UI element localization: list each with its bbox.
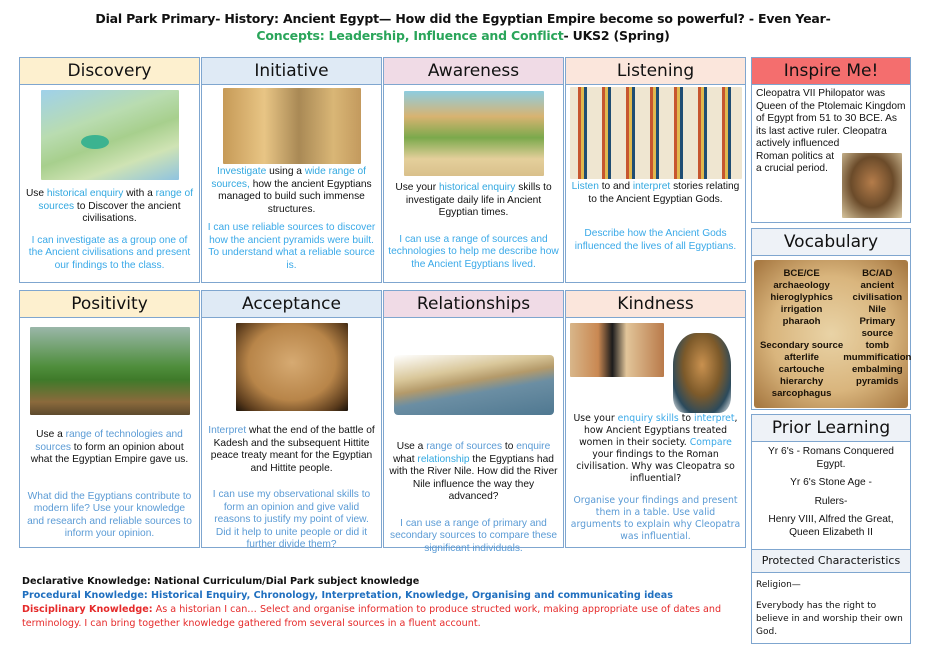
prior-item: Yr 6's Stone Age - (790, 477, 872, 488)
objective-text: Listen to and interpret stories relating to the Ancient Egyptian Gods. (571, 181, 740, 205)
term-text: - UKS2 (Spring) (563, 28, 670, 43)
gods-image (570, 87, 742, 179)
vocab-word: sarcophagus (771, 387, 832, 399)
listening-panel (565, 57, 746, 283)
map-image (41, 90, 179, 180)
disciplinary-knowledge: Disciplinary Knowledge: As a historian I can… Select and organise information to produce structed work, making appropriate use of dates and terminology. I can bring together knowledge gathered from several sources in a fluent account. (22, 604, 722, 629)
vocab-word: pharaoh (782, 316, 821, 328)
cleopatra-portrait-image (842, 153, 902, 218)
panel-title: Relationships (384, 291, 563, 318)
concepts-text: Concepts: Leadership, Influence and Conflict (256, 28, 564, 43)
panel-title: Inspire Me! (752, 58, 910, 85)
vocab-word: ancient (860, 280, 895, 292)
vocab-word: archaeology (773, 280, 830, 292)
objective-text: Interpret what the end of the battle of Kadesh and the subsequent Hittite peace treaty meant for the Egyptian and Hittite people. (208, 425, 375, 474)
vocab-word: BCE/CE (783, 268, 820, 279)
panel-title: Vocabulary (752, 229, 910, 256)
panel-title: Acceptance (202, 291, 381, 318)
initiative-panel (201, 57, 382, 283)
title-line: Dial Park Primary- History: Ancient Egypt— How did the Egyptian Empire become so powerful? - Even Year- (95, 11, 831, 26)
panel-title: Awareness (384, 58, 563, 85)
goal-text: I can use a range of primary and secondary sources to compare these significant individuals. (389, 517, 558, 554)
panel-title: Prior Learning (752, 415, 910, 442)
nile-model-image (394, 355, 554, 415)
procedural-knowledge: Procedural Knowledge: Historical Enquiry, Chronology, Interpretation, Knowledge, Organising and communicating ideas (22, 590, 673, 601)
protected-text: Everybody has the right to believe in and worship their own God. (756, 601, 903, 637)
prior-item: Yr 6's - Romans Conquered Egypt. (768, 446, 894, 470)
vocab-word: Secondary source (760, 339, 844, 351)
goal-text: I can investigate as a group one of the Ancient civilisations and present our findings to the class. (28, 234, 191, 271)
page-title (0, 10, 926, 44)
relationships-panel (383, 290, 564, 554)
inspire-text: Cleopatra VII Philopator was Queen of the Ptolemaic Kingdom of Egypt from 51 to 30 BCE. As its last active ruler. Cleopatra actively influenced (756, 88, 906, 149)
knowledge-footer (22, 575, 742, 631)
vocab-word: cartouche (778, 363, 825, 375)
vocab-word: afterlife (784, 351, 819, 363)
objective-text: Use historical enquiry with a range of sources to Discover the ancient civilisations. (25, 188, 194, 224)
panel-title: Listening (566, 58, 745, 85)
declarative-knowledge: Declarative Knowledge: National Curriculum/Dial Park subject knowledge (22, 576, 420, 587)
daily-life-image (404, 91, 544, 176)
shaduf-image (30, 327, 190, 415)
positivity-panel (19, 290, 200, 548)
panel-title: Positivity (20, 291, 199, 318)
inspire-text-continued: Roman politics at a crucial period. (756, 150, 835, 174)
inspire-panel (751, 57, 911, 223)
goal-text: Organise your findings and present them in a table. Use valid arguments to explain why Cleopatra was influential. (570, 495, 741, 542)
objective-text: Use your enquiry skills to interpret, how Ancient Egyptians treated women in their society. Compare your findings to the Roman civilisation. Why was Cleopatra so influential? (573, 413, 738, 484)
objective-text: Use a range of technologies and sources to form an opinion about what the Egyptian Empire gave us. (30, 429, 189, 465)
goal-text: What did the Egyptians contribute to modern life? Use your knowledge and research and reliable sources to inform your opinion. (27, 490, 192, 539)
cleopatra-image (673, 333, 731, 413)
panel-title: Initiative (202, 58, 381, 85)
protected-item: Religion— (756, 580, 801, 590)
objective-text: Use a range of sources to enquire what relationship the Egyptians had with the River Nile. How did the River Nile influence the way they advanced? (389, 441, 558, 502)
goal-text: I can use a range of sources and technologies to help me describe how the Ancient Egyptians lived. (388, 233, 559, 270)
vocab-word: mummification (843, 351, 912, 363)
protected-characteristics-title: Protected Characteristics (752, 549, 910, 573)
vocabulary-list (754, 260, 912, 408)
vocab-word: BC/AD (862, 268, 893, 279)
concepts-line (0, 27, 926, 44)
prior-learning-panel (751, 414, 911, 644)
panel-title: Discovery (20, 58, 199, 85)
vocab-word: irrigation (780, 304, 823, 316)
vocab-word: hierarchy (779, 375, 824, 387)
vocab-word: tomb (865, 339, 890, 351)
discovery-panel (19, 57, 200, 283)
vocab-word: Nile (868, 304, 887, 316)
acceptance-panel (201, 290, 382, 548)
prior-item: Henry VIII, Alfred the Great, Queen Elizabeth II (768, 514, 894, 538)
goal-text: I can use my observational skills to form an opinion and give valid reasons to justify my point of view. Did it help to unite people or did it further divide them? (212, 489, 371, 550)
objective-text: Use your historical enquiry skills to investigate daily life in Ancient Egyptian times. (395, 182, 552, 218)
egyptian-women-image (570, 323, 664, 377)
kindness-panel (565, 290, 746, 548)
vocab-word: Primary source (859, 316, 896, 339)
vocab-word (843, 388, 911, 400)
objective-text: Investigate using a wide range of sources, how the ancient Egyptians managed to build such immense structures. (211, 166, 372, 215)
vocab-word: embalming (851, 363, 903, 375)
awareness-panel (383, 57, 564, 283)
panel-title: Kindness (566, 291, 745, 318)
treaty-tablet-image (236, 323, 348, 411)
vocab-word: pyramids (855, 375, 899, 387)
pyramids-image (223, 88, 361, 164)
goal-text: I can use reliable sources to discover how the ancient pyramids were built. To understand what a reliable source is. (207, 222, 376, 271)
goal-text: Describe how the Ancient Gods influenced the lives of all Egyptians. (574, 228, 737, 252)
prior-item: Rulers- (814, 495, 848, 507)
vocab-word: civilisation (852, 292, 903, 304)
vocabulary-panel (751, 228, 911, 410)
vocab-word: hieroglyphics (770, 292, 833, 304)
